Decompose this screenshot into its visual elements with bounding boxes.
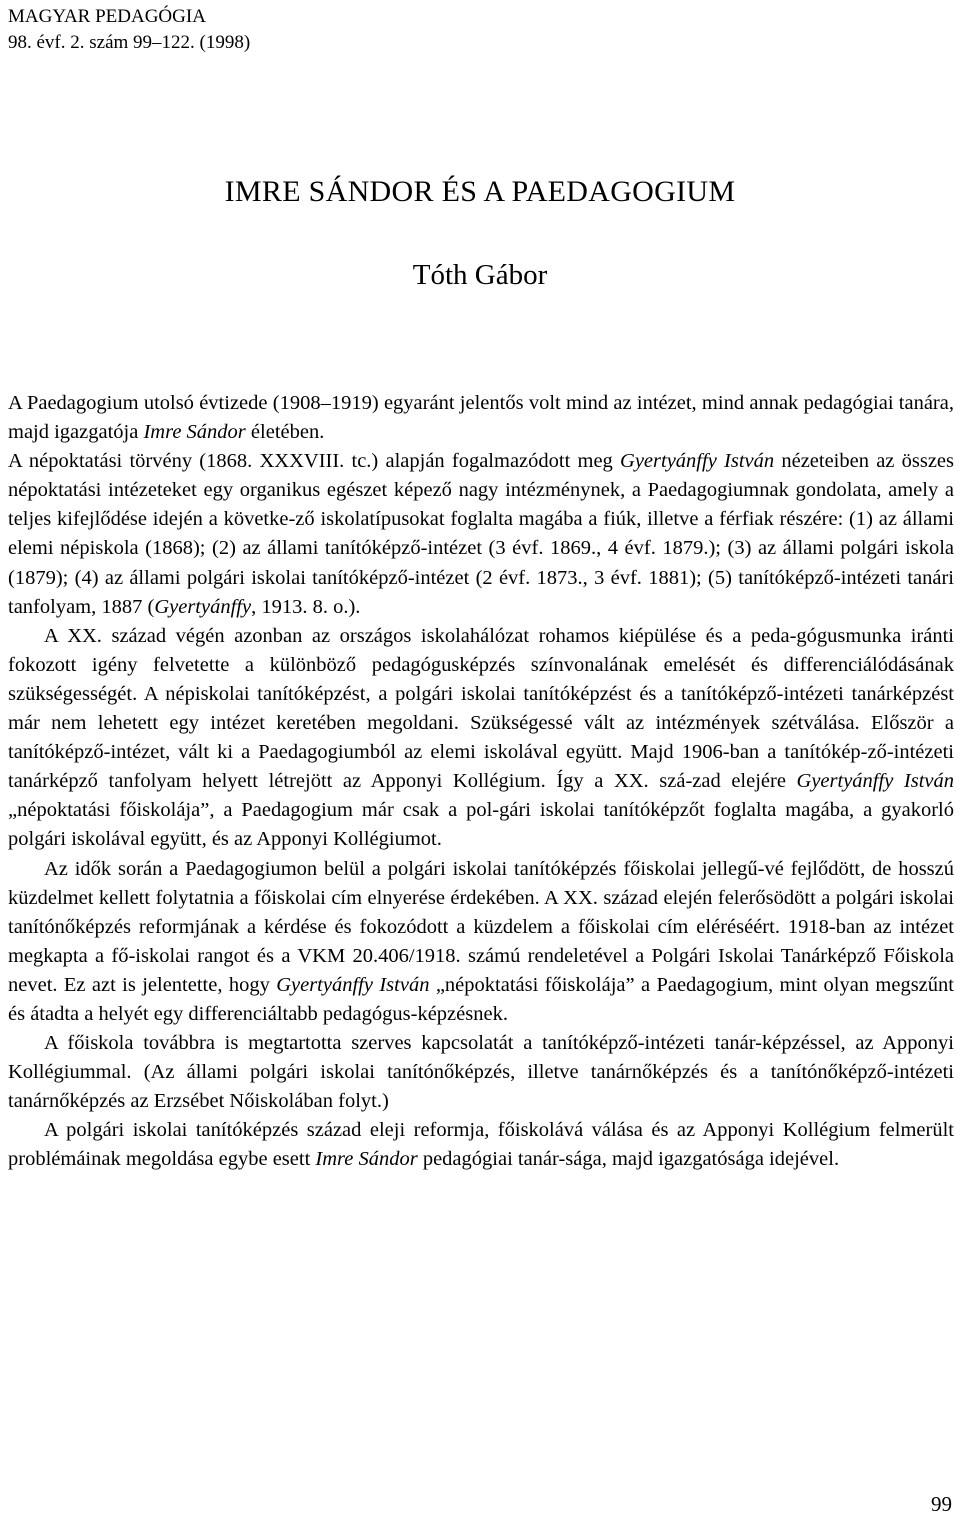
paragraph-2-text-end: , 1913. 8. o.). <box>251 595 361 618</box>
paragraph-5 <box>8 1029 954 1116</box>
article-author: Tóth Gábor <box>412 259 548 291</box>
person-name-gyertyanffy: Gyertyánffy István <box>276 973 430 996</box>
person-name-imre-sandor: Imre Sándor <box>143 421 246 444</box>
article-title: IMRE SÁNDOR ÉS A PAEDAGOGIUM <box>224 175 736 208</box>
paragraph-5-text: A főiskola továbbra is megtartotta szerves kapcsolatát a tanítóképző-intézeti tanár-képzéssel, az Apponyi Kollégiummal. (Az állami polgári iskolai tanítónőképzés, illetve tanárnőképzés és a tanítónőképző-intézeti tanárnőképzés az Erzsébet Nőiskolában folyt.) <box>8 1032 954 1113</box>
paragraph-1-text: A Paedagogium utolsó évtizede (1908–1919) egyaránt jelentős volt mind az intézet, mind annak pedagógiai tanára, majd igazgatója <box>8 392 954 444</box>
article-body <box>8 389 954 1175</box>
person-name-gyertyanffy: Gyertyánffy István <box>796 770 954 793</box>
paragraph-2-text-mid: nézeteiben az összes népoktatási intézeteket egy organikus egészet képező nagy intézménynek, a Paedagogiumnak gondolata, amely a teljes kifejlődése idején a követke-ző iskolatípusokat foglalta magába a fiúk, illetve a férfiak részére: (1) az állami elemi népiskola (1868); (2) az állami tanítóképző-intézet (3 évf. 1869., 4 évf. 1879.); (3) az állami polgári iskola (1879); (4) az állami polgári iskolai tanítóképző-intézet (2 évf. 1873., 3 évf. 1881); (5) tanítóképző-intézeti tanári tanfolyam, 1887 ( <box>8 450 954 618</box>
paragraph-1-text-end: életében. <box>245 421 325 444</box>
journal-name: MAGYAR PEDAGÓGIA <box>8 6 206 27</box>
paragraph-3-text: A XX. század végén azonban az országos iskolahálózat rohamos kiépülése és a peda-gógusmunka iránti fokozott igény felvetette a különböző pedagógusképzés színvonalának emelését és differenciálódásának szükségességét. A népiskolai tanítóképzést, a polgári iskolai tanítóképzést és a tanítóképző-intézeti tanárképzést már nem lehetett egy intézet keretében megoldani. Szükségessé vált az intézmények szétválása. Először a tanítóképző-intézet, vált ki a Paedagogiumból az elemi iskolával együtt. Majd 1906-ban a tanítókép-ző-intézeti tanárképző tanfolyam helyett létrejött az Apponyi Kollégium. Így a XX. szá-zad elejére <box>8 624 954 793</box>
paragraph-2 <box>8 447 954 622</box>
journal-volume-line: 98. évf. 2. szám 99–122. (1998) <box>8 32 251 53</box>
paragraph-1 <box>8 389 954 447</box>
paragraph-3-text-end: „népoktatási főiskolája”, a Paedagogium már csak a pol-gári iskolai tanítóképzőt foglalta magába, a gyakorló polgári iskolával együtt, és az Apponyi Kollégiumot. <box>8 799 954 851</box>
journal-header <box>8 4 250 56</box>
page-number: 99 <box>931 1492 952 1516</box>
citation-author: Gyertyánffy <box>154 595 252 618</box>
person-name-imre-sandor: Imre Sándor <box>315 1148 418 1171</box>
paragraph-6 <box>8 1116 954 1174</box>
paragraph-2-text: A népoktatási törvény (1868. XXXVIII. tc.) alapján fogalmazódott meg <box>8 450 621 473</box>
paragraph-6-text: A polgári iskolai tanítóképzés század eleji reformja, főiskolává válása és az Apponyi Kollégium felmerült problémáinak megoldása egybe esett <box>8 1119 954 1171</box>
paragraph-6-text-end: pedagógiai tanár-sága, majd igazgatósága idejével. <box>417 1148 840 1171</box>
paragraph-4-text: Az idők során a Paedagogiumon belül a polgári iskolai tanítóképzés főiskolai jellegű-vé fejlődött, de hosszú küzdelmet kellett folytatnia a főiskolai cím elnyerése érdekében. A XX. század elején felerősödött a polgári iskolai tanítónőképzés reformjának a kérdése és fokozódott a küzdelem a főiskolai cím eléréséért. 1918-ban az intézet megkapta a fő-iskolai rangot és a VKM 20.406/1918. számú rendeletével a Polgári Iskolai Tanárképző Főiskola nevet. Ez azt is jelentette, hogy <box>8 857 954 996</box>
person-name-gyertyanffy: Gyertyánffy István <box>620 450 775 473</box>
paragraph-4 <box>8 855 954 1030</box>
paragraph-4-text-end: „népoktatási főiskolája” a Paedagogium, mint olyan megszűnt és átadta a helyét egy differenciáltabb pedagógus-képzésnek. <box>8 973 954 1025</box>
paragraph-3 <box>8 622 954 855</box>
